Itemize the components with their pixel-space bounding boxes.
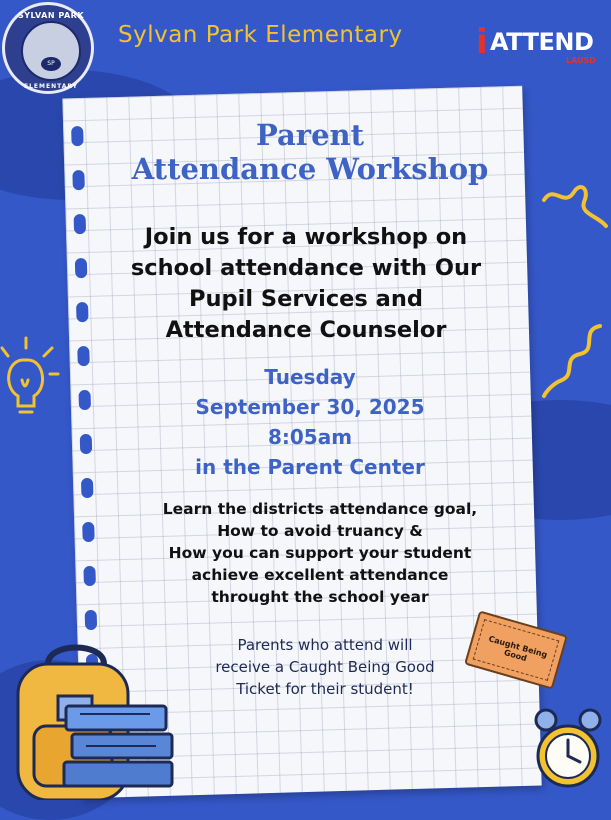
learn-line: throught the school year bbox=[211, 588, 429, 606]
squiggle-icon bbox=[540, 320, 610, 400]
binder-hole bbox=[85, 610, 98, 630]
binder-hole bbox=[74, 214, 87, 234]
event-details bbox=[150, 362, 470, 482]
learn-line: How you can support your student bbox=[168, 544, 472, 562]
binder-hole bbox=[81, 478, 94, 498]
school-logo bbox=[2, 2, 94, 94]
learn-line: How to avoid truancy & bbox=[217, 522, 423, 540]
event-time: 8:05am bbox=[267, 425, 353, 449]
logo-bottom-text: ELEMENTARY bbox=[23, 83, 79, 90]
learn-text bbox=[110, 498, 530, 608]
attend-logo-word: ATTEND bbox=[490, 28, 594, 56]
attend-logo-i: i bbox=[476, 22, 488, 62]
alarm-clock-icon bbox=[532, 706, 604, 796]
binder-hole bbox=[72, 170, 85, 190]
learn-line: achieve excellent attendance bbox=[191, 566, 449, 584]
event-location: in the Parent Center bbox=[195, 455, 425, 479]
books-icon bbox=[60, 700, 180, 800]
event-day: Tuesday bbox=[264, 365, 356, 389]
lightbulb-icon bbox=[0, 330, 60, 420]
intro-line: Attendance Counselor bbox=[165, 317, 447, 343]
squiggle-icon bbox=[540, 180, 610, 240]
ticket-text: Caught Being Good bbox=[487, 634, 549, 664]
intro-line: school attendance with Our bbox=[130, 255, 482, 281]
intro-text bbox=[86, 222, 526, 346]
logo-top-text: SYLVAN PARK bbox=[17, 11, 85, 20]
note-line: receive a Caught Being Good bbox=[215, 658, 435, 676]
binder-hole bbox=[83, 566, 96, 586]
learn-line: Learn the districts attendance goal, bbox=[162, 500, 478, 518]
intro-line: Pupil Services and bbox=[189, 286, 423, 312]
binder-hole bbox=[78, 390, 91, 410]
incentive-note bbox=[190, 634, 460, 700]
title-line: Attendance Workshop bbox=[131, 152, 489, 186]
school-name: Sylvan Park Elementary bbox=[118, 22, 403, 48]
binder-hole bbox=[80, 434, 93, 454]
title-line: Parent bbox=[255, 118, 365, 152]
mascot-icon bbox=[21, 21, 81, 81]
note-line: Ticket for their student! bbox=[236, 680, 414, 698]
binder-hole bbox=[77, 346, 90, 366]
attend-logo bbox=[476, 18, 606, 68]
logo-mark: SP bbox=[41, 57, 61, 71]
binder-hole bbox=[82, 522, 95, 542]
flyer-title bbox=[120, 118, 500, 186]
binder-hole bbox=[71, 126, 84, 146]
intro-line: Join us for a workshop on bbox=[144, 224, 468, 250]
attend-logo-sub: LAUSD bbox=[566, 56, 596, 65]
note-line: Parents who attend will bbox=[237, 636, 413, 654]
event-date: September 30, 2025 bbox=[195, 395, 425, 419]
